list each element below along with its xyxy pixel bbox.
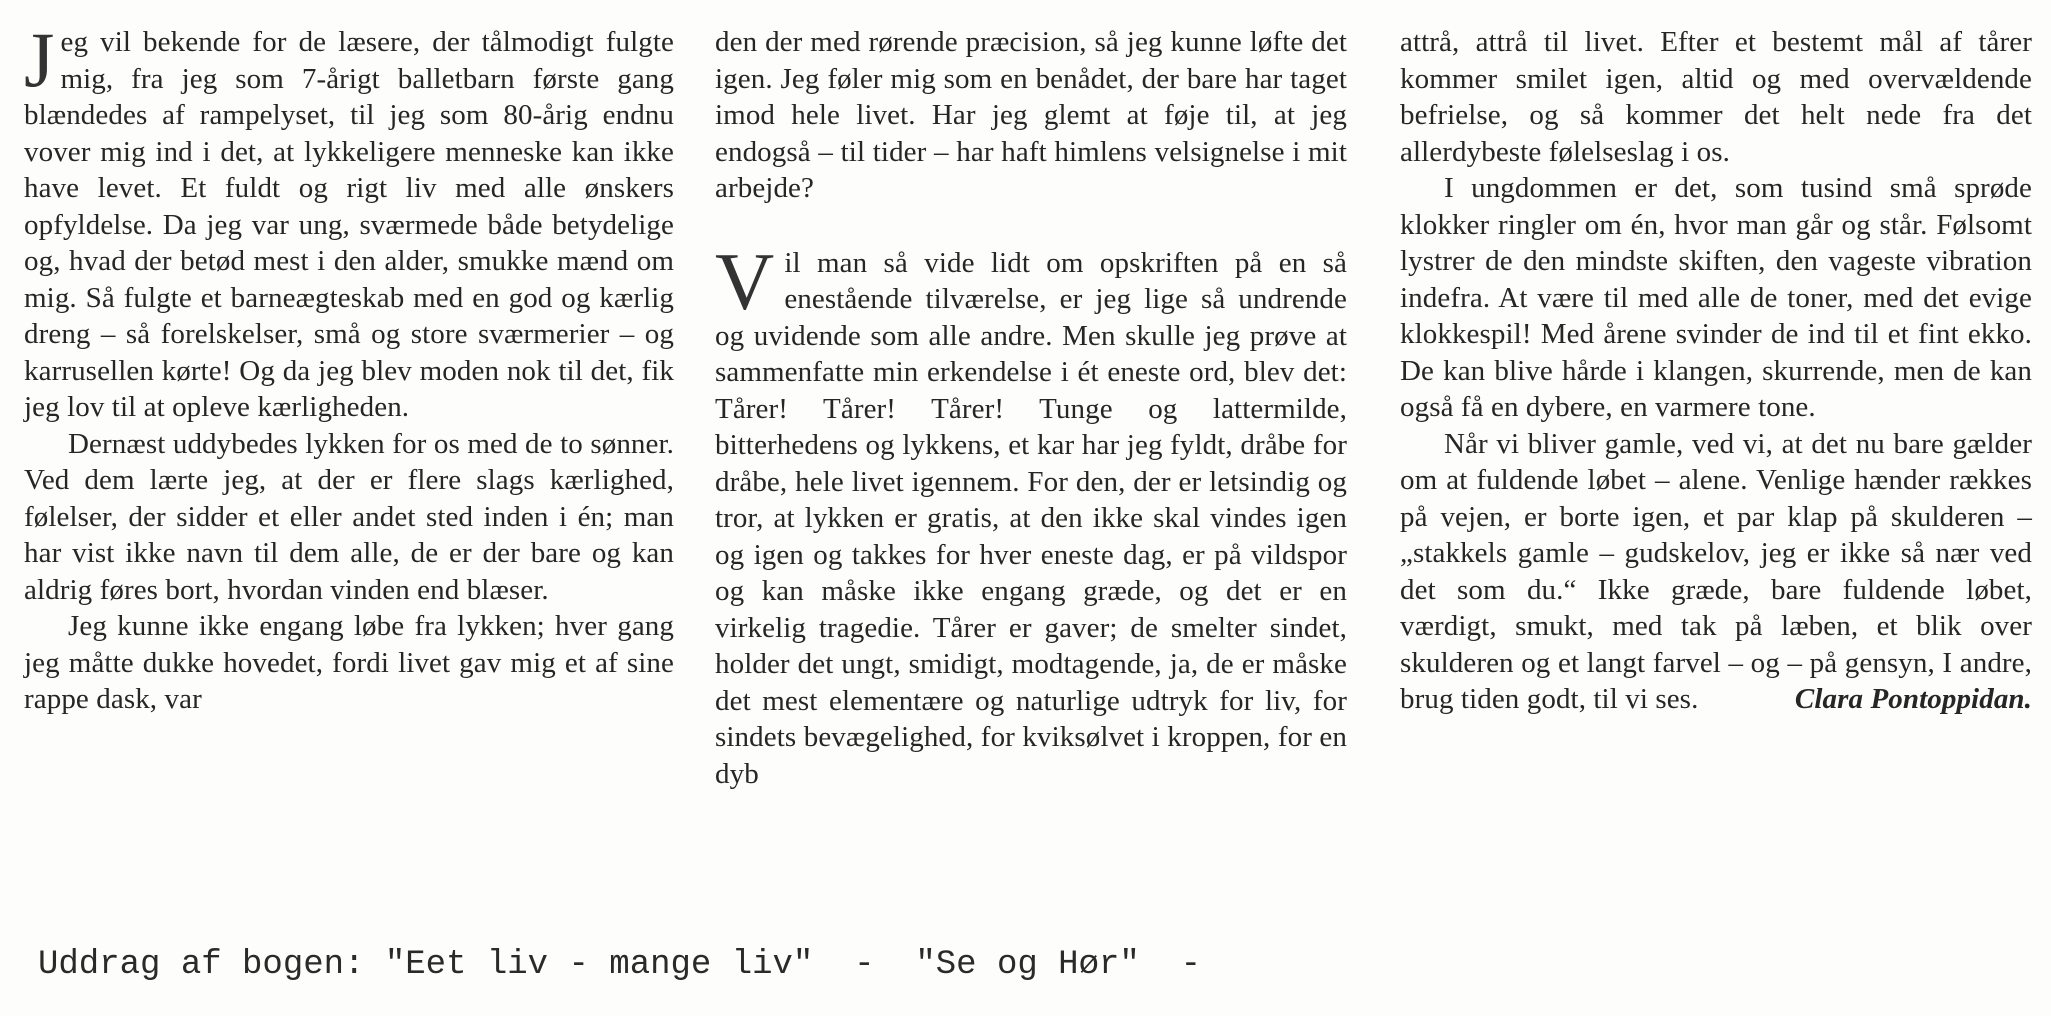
paragraph: Jeg kunne ikke engang løbe fra lykken; hver gang jeg måtte dukke hovedet, fordi livet gav mig et af sine rappe dask, var [24,610,674,715]
source-caption: Uddrag af bogen: "Eet liv - mange liv" - "Se og Hør" - [38,946,1201,984]
paragraph: den der med rørende præcision, så jeg kunne løfte det igen. Jeg føler mig som en benådet, der bare har taget imod hele livet. Har jeg glemt at føje til, at jeg endogså – til tider – har haft himlens velsignelse i mit arbejde? [715,26,1347,204]
drop-cap: V [715,235,775,327]
drop-cap: J [24,16,55,103]
paragraph [715,235,1347,793]
article-column-3 [1400,24,2032,718]
paragraph: I ungdommen er det, som tusind små sprøde klokker ringler om én, hvor man går og står. Følsomt lystrer de den mindste skiften, den vageste vibration indefra. At være til med alle de toner, med det evige klokkespil! Med årene svinder de ind til et fint ekko. De kan blive hårde i klangen, skurrende, men de kan også få en dybere, en varmere tone. [1400,172,2032,423]
article-column-2 [715,24,1347,792]
paragraph-text: eg vil bekende for de læsere, der tålmodigt fulgte mig, fra jeg som 7-årigt balletbarn første gang blændedes af rampelyset, til jeg som 80-årig endnu vover mig ind i det, at lykkeligere menneske kan ikke have levet. Et fuldt og rigt liv med alle ønskers opfyldelse. Da jeg var ung, sværmede både betydelige og, hvad der betød mest i den alder, smukke mænd om mig. Så fulgte et barneægteskab med en god og kærlig dreng – så forelskelser, små og store sværmerier – og karrusellen kørte! Og da jeg blev moden nok til det, fik jeg lov til at opleve kærligheden. [24,26,674,423]
article-column-1 [24,16,674,718]
paragraph [1400,426,2032,718]
paragraph-text: Når vi bliver gamle, ved vi, at det nu bare gælder om at fuldende løbet – alene. Venlige hænder rækkes på vejen, er borte igen, et par klap på skulderen – „stakkels gamle – gudskelov, jeg er ikke så nær ved det som du.“ Ikke græde, bare fuldende løbet, værdigt, smukt, med tak på læben, et blik over skulderen og et langt farvel – og – på gensyn, I andre, brug tiden godt, til vi ses. [1400,427,2032,715]
author-signature: Clara Pontoppidan. [1794,683,2032,715]
paragraph: Dernæst uddybedes lykken for os med de to sønner. Ved dem lærte jeg, at der er flere slags kærlighed, følelser, der sidder et eller andet sted inden i én; man har vist ikke navn til dem alle, de er der bare og kan aldrig føres bort, hvordan vinden end blæser. [24,427,674,606]
paragraph: attrå, attrå til livet. Efter et bestemt mål af tårer kommer smilet igen, altid og med overvældende befrielse, og så kommer det helt nede fra det allerdybeste følelseslag i os. [1400,26,2032,168]
paragraph [24,16,674,426]
paragraph-text: il man så vide lidt om opskriften på en så enestående tilværelse, er jeg lige så undrende og uvidende som alle andre. Men skulle jeg prøve at sammenfatte min erkendelse i ét eneste ord, blev det: Tårer! Tårer! Tårer! Tunge og lattermilde, bitterhedens og lykkens, et kar har jeg fyldt, dråbe for dråbe, hele livet igennem. For den, der er letsindig og tror, at lykken er gratis, at den ikke skal vindes igen og igen og takkes for hver eneste dag, er på vildspor og kan måske ikke engang græde, og det er en virkelig tragedie. Tårer er gaver; de smelter sindet, holder det ungt, smidigt, modtagende, ja, de er måske det mest elementære og naturlige udtryk for liv, for sindets bevægelighed, for kviksølvet i kroppen, for en dyb [715,246,1347,790]
